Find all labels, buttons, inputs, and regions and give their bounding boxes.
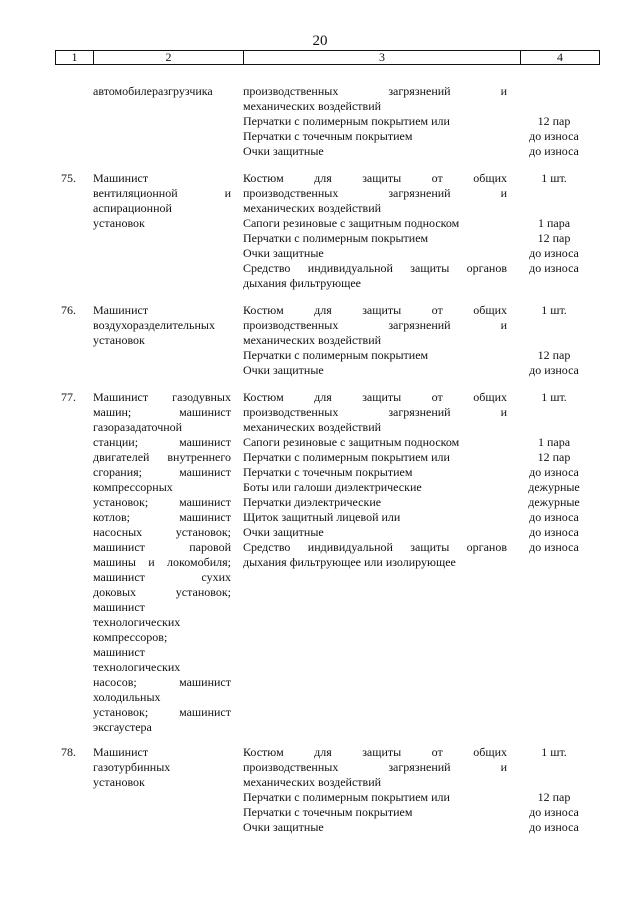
quantity-value: 12 пар [537,790,571,804]
ppe-item-line: Костюм для защиты от общих [243,390,507,404]
ppe-item-line: производственных загрязнений и [243,405,507,419]
quantity-spacer [515,760,593,775]
occupation-line: установок; машинист [93,495,231,509]
ppe-item-line: Перчатки с полимерным покрытием [243,348,429,362]
ppe-item-line: механических воздействий [243,775,382,789]
ppe-item-line: Щиток защитный лицевой или [243,510,401,524]
quantity-spacer [515,420,593,435]
quantity-value: до износа [529,510,579,524]
ppe-item-line: дыхания фильтрующее или изолирующее [243,555,456,569]
occupation-cell [93,84,231,99]
occupation-line: машинист [93,600,145,614]
quantity-value: 12 пар [537,348,571,362]
occupation-line: машинист сухих [93,570,231,584]
ppe-item-line: Очки защитные [243,525,324,539]
row-number: 78. [61,745,76,759]
ppe-item-line: механических воздействий [243,201,382,215]
quantity-value: дежурные [528,495,580,509]
occupation-line: Машинист [93,745,149,759]
table-header [55,50,600,65]
occupation-line: машинист [93,645,145,659]
ppe-item-line: производственных загрязнений и [243,186,507,200]
quantity-value: 1 пара [537,216,571,230]
quantity-value: 1 шт. [541,171,567,185]
quantity-spacer [515,84,593,99]
quantity-value: до износа [529,805,579,819]
quantity-value: до износа [529,144,579,158]
ppe-item-line: Очки защитные [243,363,324,377]
occupation-line: технологических [93,615,181,629]
occupation-line: Машинист [93,303,149,317]
row-number: 75. [61,171,76,185]
quantity-spacer [515,318,593,333]
ppe-items-cell [243,84,507,159]
ppe-item-line: Очки защитные [243,820,324,834]
ppe-item-line: Сапоги резиновые с защитным подноском [243,216,460,230]
header-col-4: 4 [520,51,599,64]
occupation-line: котлов; машинист [93,510,231,524]
ppe-item-line: Боты или галоши диэлектрические [243,480,422,494]
quantity-value: 12 пар [537,450,571,464]
occupation-line: машин; машинист [93,405,231,419]
occupation-line: газоразадаточной [93,420,183,434]
quantity-value: до износа [529,540,579,554]
ppe-item-line: дыхания фильтрующее [243,276,361,290]
occupation-line: сгорания; машинист [93,465,231,479]
ppe-item-line: Перчатки диэлектрические [243,495,382,509]
occupation-line: компрессоров; [93,630,168,644]
occupation-line: вентиляционной и [93,186,231,200]
ppe-item-line: механических воздействий [243,333,382,347]
ppe-item-line: Костюм для защиты от общих [243,303,507,317]
ppe-item-line: Перчатки с точечным покрытием [243,465,413,479]
quantity-value: 12 пар [537,231,571,245]
ppe-items-cell [243,171,507,291]
quantity-value: до износа [529,129,579,143]
ppe-item-line: Перчатки с полимерным покрытием или [243,790,450,804]
ppe-item-line: производственных загрязнений и [243,84,507,98]
header-col-2: 2 [93,51,243,64]
occupation-cell [93,390,231,735]
quantity-spacer [515,333,593,348]
occupation-line: газотурбинных [93,760,171,774]
ppe-item-line: производственных загрязнений и [243,318,507,332]
occupation-line: технологических [93,660,181,674]
occupation-line: эксгаустера [93,720,152,734]
ppe-item-line: Перчатки с полимерным покрытием [243,231,429,245]
quantity-cell [515,390,593,555]
quantity-spacer [515,405,593,420]
occupation-line: воздухоразделительных [93,318,215,332]
occupation-line: установок [93,775,145,789]
ppe-item-line: производственных загрязнений и [243,760,507,774]
ppe-item-line: Перчатки с точечным покрытием [243,805,413,819]
ppe-item-line: Костюм для защиты от общих [243,745,507,759]
quantity-value: 1 шт. [541,303,567,317]
header-col-1: 1 [71,50,78,64]
ppe-item-line: Костюм для защиты от общих [243,171,507,185]
occupation-cell [93,745,231,790]
quantity-value: 1 пара [537,435,571,449]
occupation-line: установок [93,216,145,230]
quantity-value: до износа [529,261,579,275]
ppe-item-line: Перчатки с полимерным покрытием или [243,450,450,464]
occupation-line: насосных установок; [93,525,231,539]
quantity-value: до износа [529,363,579,377]
quantity-cell [515,84,593,159]
occupation-line: компрессорных [93,480,173,494]
quantity-spacer [515,201,593,216]
occupation-line: аспирационной [93,201,172,215]
occupation-cell [93,303,231,348]
quantity-value: до износа [529,525,579,539]
row-number: 76. [61,303,76,317]
quantity-cell [515,745,593,835]
ppe-items-cell [243,303,507,378]
occupation-line: машины и локомобиля; [93,555,231,569]
ppe-item-line: механических воздействий [243,99,382,113]
ppe-item-line: Очки защитные [243,144,324,158]
ppe-item-line: Очки защитные [243,246,324,260]
ppe-item-line: Средство индивидуальной защиты органов [243,261,507,275]
quantity-value: до износа [529,820,579,834]
ppe-items-cell [243,390,507,570]
ppe-item-line: Сапоги резиновые с защитным подноском [243,435,460,449]
ppe-item-line: Средство индивидуальной защиты органов [243,540,507,554]
quantity-value: до износа [529,465,579,479]
occupation-line: доковых установок; [93,585,231,599]
ppe-item-line: механических воздействий [243,420,382,434]
quantity-value: 1 шт. [541,745,567,759]
ppe-item-line: Перчатки с точечным покрытием [243,129,413,143]
header-col-3: 3 [243,51,520,64]
occupation-cell [93,171,231,231]
quantity-cell [515,303,593,378]
ppe-item-line: Перчатки с полимерным покрытием или [243,114,450,128]
occupation-line: холодильных [93,690,161,704]
quantity-spacer [515,775,593,790]
occupation-line: машинист паровой [93,540,231,554]
occupation-line: насосов; машинист [93,675,231,689]
quantity-value: до износа [529,246,579,260]
page-number: 20 [312,33,328,49]
quantity-value: дежурные [528,480,580,494]
occupation-line: автомобилеразгрузчика [93,84,213,98]
occupation-line: Машинист [93,171,149,185]
occupation-line: установок; машинист [93,705,231,719]
occupation-line: Машинист газодувных [93,390,231,404]
quantity-value: 1 шт. [541,390,567,404]
quantity-spacer [515,99,593,114]
occupation-line: двигателей внутреннего [93,450,231,464]
occupation-line: станции; машинист [93,435,231,449]
quantity-value: 12 пар [537,114,571,128]
quantity-spacer [515,186,593,201]
occupation-line: установок [93,333,145,347]
quantity-cell [515,171,593,276]
ppe-items-cell [243,745,507,835]
row-number: 77. [61,390,76,404]
